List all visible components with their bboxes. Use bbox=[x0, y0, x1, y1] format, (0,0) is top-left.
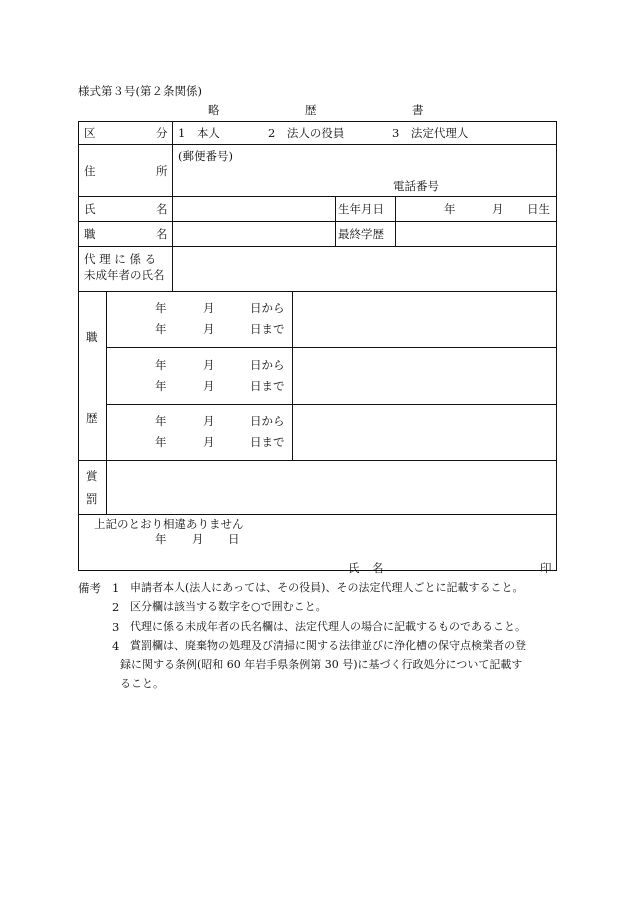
career-2-from-month: 月 bbox=[203, 358, 215, 372]
declaration-text: 上記のとおり相違ありません bbox=[94, 517, 244, 531]
name-label-a: 氏 bbox=[84, 202, 96, 216]
category-option-3: 3 法定代理人 bbox=[392, 126, 469, 140]
declaration-year-unit: 年 bbox=[155, 532, 167, 546]
career-1-from-month: 月 bbox=[203, 301, 215, 315]
birth-year-unit: 年 bbox=[444, 202, 456, 216]
note-4-text: 賞罰欄は、廃棄物の処理及び清掃に関する法律並びに浄化槽の保守点検業者の登 bbox=[130, 639, 526, 652]
notes-heading: 備考 bbox=[78, 581, 101, 595]
career-2-from-year: 年 bbox=[155, 358, 167, 372]
career-3-to-month: 月 bbox=[203, 435, 215, 449]
address-label-b: 所 bbox=[156, 164, 168, 178]
note-3-number: 3 bbox=[112, 620, 120, 634]
career-label-a: 職 bbox=[86, 330, 98, 344]
birth-date-label: 生年月日 bbox=[338, 202, 384, 216]
note-1-number: 1 bbox=[112, 581, 120, 595]
title-char-1: 略 bbox=[208, 103, 220, 117]
note-4-text-cont-2: ること。 bbox=[120, 677, 164, 690]
note-1-text: 申請者本人(法人にあっては、その役員)、その法定代理人ごとに記載すること。 bbox=[130, 581, 524, 594]
note-2-text: 区分欄は該当する数字を○で囲むこと。 bbox=[130, 600, 327, 613]
occupation-label-b: 名 bbox=[156, 227, 168, 241]
career-2-to-month: 月 bbox=[203, 379, 215, 393]
postal-code-label: (郵便番号) bbox=[178, 149, 233, 163]
career-3-from-day: 日から bbox=[250, 414, 285, 428]
sanctions-label-a: 賞 bbox=[86, 469, 98, 483]
career-1-to-year: 年 bbox=[155, 322, 167, 336]
note-4-text-cont-1: 録に関する条例(昭和 60 年岩手県条例第 30 号)に基づく行政処分について記載す bbox=[120, 658, 523, 671]
note-2-number: 2 bbox=[112, 600, 120, 614]
minor-label-line2: 未成年者の氏名 bbox=[84, 268, 165, 282]
address-label-a: 住 bbox=[84, 164, 96, 178]
career-1-from-year: 年 bbox=[155, 301, 167, 315]
career-2-to-year: 年 bbox=[155, 379, 167, 393]
occupation-label-a: 職 bbox=[84, 227, 96, 241]
birth-month-unit: 月 bbox=[492, 202, 504, 216]
form-number: 様式第３号(第２条関係) bbox=[78, 84, 202, 98]
note-3-text: 代理に係る未成年者の氏名欄は、法定代理人の場合に記載するものであること。 bbox=[130, 620, 526, 633]
sanctions-label-b: 罰 bbox=[86, 492, 98, 506]
category-option-1: 1 本人 bbox=[178, 126, 220, 140]
note-4-number: 4 bbox=[112, 639, 120, 653]
career-3-from-year: 年 bbox=[155, 414, 167, 428]
career-1-from-day: 日から bbox=[250, 301, 285, 315]
career-2-from-day: 日から bbox=[250, 358, 285, 372]
career-3-to-day: 日まで bbox=[250, 435, 285, 449]
signature-name-b: 名 bbox=[372, 561, 384, 575]
education-label: 最終学歴 bbox=[338, 227, 384, 241]
name-label-b: 名 bbox=[156, 202, 168, 216]
category-option-2: 2 法人の役員 bbox=[268, 126, 345, 140]
career-1-to-day: 日まで bbox=[250, 322, 285, 336]
seal-mark: 印 bbox=[540, 561, 552, 575]
category-label-b: 分 bbox=[156, 126, 168, 140]
birth-day-unit: 日生 bbox=[527, 202, 550, 216]
minor-label-line1: 代 理 に 係 る bbox=[84, 252, 157, 266]
phone-label: 電話番号 bbox=[393, 179, 439, 193]
declaration-day-unit: 日 bbox=[228, 532, 240, 546]
title-char-2: 歴 bbox=[305, 103, 317, 117]
career-2-to-day: 日まで bbox=[250, 379, 285, 393]
career-3-from-month: 月 bbox=[203, 414, 215, 428]
career-1-to-month: 月 bbox=[203, 322, 215, 336]
career-label-b: 歴 bbox=[86, 411, 98, 425]
career-3-to-year: 年 bbox=[155, 435, 167, 449]
declaration-month-unit: 月 bbox=[192, 532, 204, 546]
category-label-a: 区 bbox=[84, 126, 96, 140]
signature-name-a: 氏 bbox=[348, 561, 360, 575]
title-char-3: 書 bbox=[412, 103, 424, 117]
